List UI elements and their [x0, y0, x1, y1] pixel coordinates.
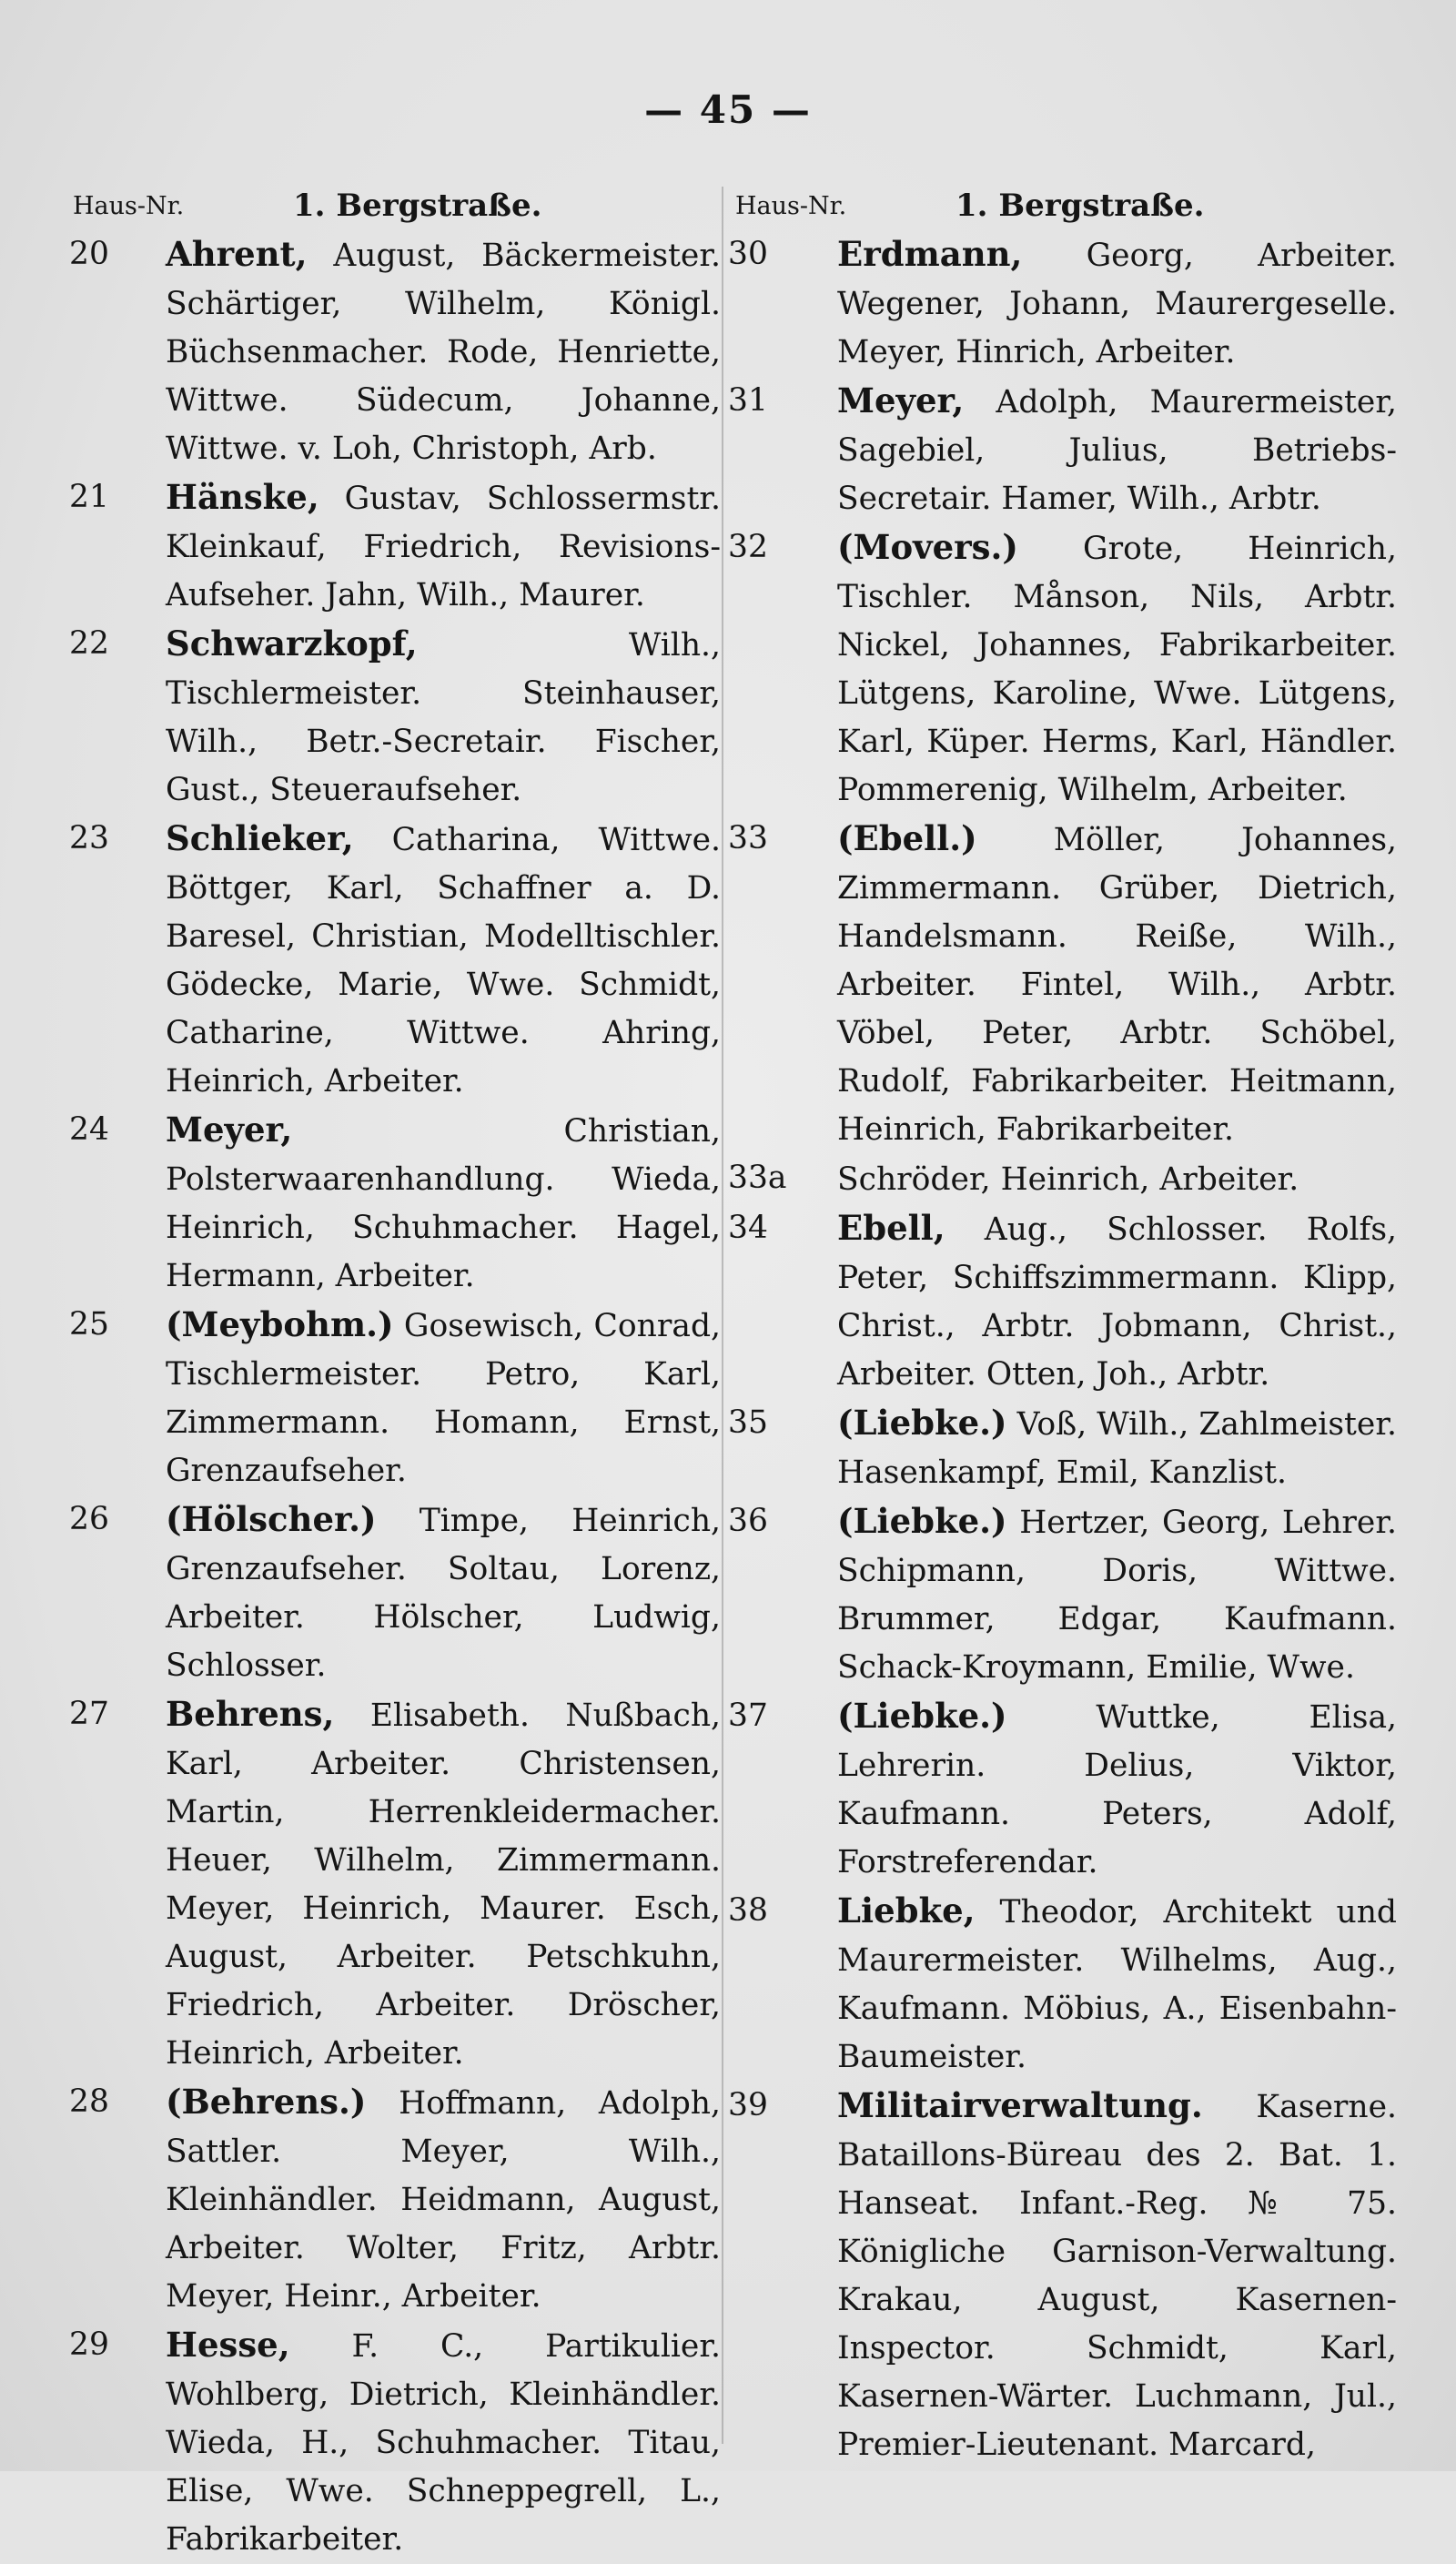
directory-entry: [728, 1154, 1397, 1204]
owner-name: Behrens,: [166, 1694, 335, 1734]
directory-entry: [728, 1497, 1397, 1692]
entry-text: Timpe, Heinrich, Grenzaufseher. Soltau, Lorenz, Arbeiter. Hölscher, Ludwig, Schlosser.: [166, 1503, 721, 1684]
house-number: 36: [728, 1503, 768, 1539]
directory-entry: [66, 473, 721, 620]
owner-name: (Behrens.): [166, 2082, 367, 2122]
entry-text: Georg, Arbeiter. Wegener, Johann, Maurergeselle. Meyer, Hinrich, Arbeiter.: [837, 238, 1397, 370]
house-number: 34: [728, 1210, 768, 1246]
entry-text: Wuttke, Elisa, Lehrerin. Delius, Viktor, Kaufmann. Peters, Adolf, Forstreferendar.: [837, 1699, 1397, 1880]
house-number: 27: [69, 1696, 109, 1732]
house-number: 38: [728, 1892, 768, 1929]
entry-text: Voß, Wilh., Zahlmeister. Hasenkampf, Emil, Kanzlist.: [837, 1406, 1397, 1491]
directory-entry: [728, 1399, 1397, 1497]
right-column-header: [728, 182, 1397, 230]
entry-text: F. C., Partikulier. Wohlberg, Dietrich, Kleinhändler. Wieda, H., Schuhmacher. Titau, Elise, Wwe. Schneppegrell, L., Fabrikarbeiter.: [166, 2328, 721, 2558]
entry-text: Wilh., Tischlermeister. Steinhauser, Wilh., Betr.-Secretair. Fischer, Gust., Steueraufseher.: [166, 627, 721, 808]
owner-name: Hesse,: [166, 2325, 290, 2365]
entry-text: August, Bäckermeister. Schärtiger, Wilhelm, Königl. Büchsenmacher. Rode, Henriette, Wittwe. Südecum, Johanne, Wittwe. v. Loh, Christoph, Arb.: [166, 238, 721, 467]
directory-entry: [66, 1106, 721, 1301]
directory-entry: [728, 523, 1397, 815]
entry-text: Adolph, Maurermeister, Sagebiel, Julius, Betriebs-Secretair. Hamer, Wilh., Arbtr.: [837, 384, 1397, 517]
owner-name: Militairverwaltung.: [837, 2085, 1203, 2125]
house-number: 37: [728, 1698, 768, 1734]
owner-name: (Liebke.): [837, 1696, 1007, 1736]
left-column-header: [66, 182, 721, 230]
entry-text: Hertzer, Georg, Lehrer. Schipmann, Doris, Wittwe. Brummer, Edgar, Kaufmann. Schack-Kroymann, Emilie, Wwe.: [837, 1505, 1397, 1686]
left-column: [66, 182, 721, 2564]
entry-text: Möller, Johannes, Zimmermann. Grüber, Dietrich, Handelsmann. Reiße, Wilh., Arbeiter. Fintel, Wilh., Arbtr. Vöbel, Peter, Arbtr. Schöbel, Rudolf, Fabrikarbeiter. Heitmann, Heinrich, Fabrikarbeiter.: [837, 822, 1397, 1148]
entry-text: Gosewisch, Conrad, Tischlermeister. Petro, Karl, Zimmermann. Homann, Ernst, Grenzaufseher.: [166, 1308, 721, 1489]
entry-text: Aug., Schlosser. Rolfs, Peter, Schiffszimmermann. Klipp, Christ., Arbtr. Jobmann, Christ., Arbeiter. Otten, Joh., Arbtr.: [837, 1211, 1397, 1393]
owner-name: Ahrent,: [166, 234, 308, 274]
directory-entry: [728, 1692, 1397, 1887]
entry-text: Christian, Polsterwaarenhandlung. Wieda, Heinrich, Schuhmacher. Hagel, Hermann, Arbeiter.: [166, 1113, 721, 1294]
house-number: 35: [728, 1404, 768, 1441]
house-number: 23: [69, 820, 109, 856]
directory-entry: [66, 815, 721, 1106]
owner-name: (Movers.): [837, 527, 1018, 567]
house-number: 32: [728, 529, 768, 565]
house-number: 22: [69, 625, 109, 662]
owner-name: (Hölscher.): [166, 1499, 377, 1539]
street-title: 1. Bergstraße.: [293, 187, 542, 224]
directory-entry: [728, 2082, 1397, 2469]
directory-entry: [66, 1301, 721, 1495]
house-number: 24: [69, 1111, 109, 1148]
directory-entry: [728, 815, 1397, 1154]
owner-name: (Liebke.): [837, 1403, 1007, 1443]
directory-entry: [66, 1495, 721, 1690]
house-number: 30: [728, 236, 768, 272]
entry-text: Catharina, Wittwe. Böttger, Karl, Schaffner a. D. Baresel, Christian, Modelltischler. Gödecke, Marie, Wwe. Schmidt, Catharine, Wittwe. Ahring, Heinrich, Arbeiter.: [166, 822, 721, 1100]
house-number: 33a: [728, 1160, 787, 1196]
entry-text: Grote, Heinrich, Tischler. Månson, Nils, Arbtr. Nickel, Johannes, Fabrikarbeiter. Lütgens, Karoline, Wwe. Lütgens, Karl, Küper. Herms, Karl, Händler. Pommerenig, Wilhelm, Arbeiter.: [837, 531, 1397, 808]
left-entries: [66, 230, 721, 2564]
owner-name: (Ebell.): [837, 818, 977, 858]
directory-entry: [66, 230, 721, 473]
directory-entry: [66, 2321, 721, 2564]
house-number: 28: [69, 2083, 109, 2120]
house-number: 29: [69, 2326, 109, 2363]
house-number: 33: [728, 820, 768, 856]
directory-entry: [728, 1887, 1397, 2082]
right-column: [728, 182, 1397, 2469]
directory-entry: [728, 1204, 1397, 1399]
entry-text: Kaserne. Bataillons-Büreau des 2. Bat. 1. Hanseat. Infant.-Reg. № 75. Königliche Garnison-Verwaltung. Krakau, August, Kasernen-Inspector. Schmidt, Karl, Kasernen-Wärter. Luchmann, Jul., Premier-Lieutenant. Marcard,: [837, 2089, 1397, 2463]
owner-name: Schwarzkopf,: [166, 623, 418, 664]
house-number: 25: [69, 1306, 109, 1343]
entry-text: Hoffmann, Adolph, Sattler. Meyer, Wilh., Kleinhändler. Heidmann, August, Arbeiter. Wolter, Fritz, Arbtr. Meyer, Heinr., Arbeiter.: [166, 2085, 721, 2315]
owner-name: Erdmann,: [837, 234, 1023, 274]
directory-entry: [66, 2078, 721, 2321]
owner-name: Meyer,: [166, 1110, 293, 1150]
house-number: 26: [69, 1501, 109, 1537]
directory-entry: [66, 1690, 721, 2078]
entry-text: Gustav, Schlossermstr. Kleinkauf, Friedrich, Revisions-Aufseher. Jahn, Wilh., Maurer.: [166, 481, 721, 613]
owner-name: Ebell,: [837, 1208, 945, 1248]
directory-entry: [728, 377, 1397, 523]
directory-entry: [66, 620, 721, 815]
haus-nr-label: Haus-Nr.: [73, 192, 185, 220]
owner-name: (Liebke.): [837, 1501, 1007, 1541]
page-number: — 45 —: [644, 87, 812, 132]
column-divider: [722, 187, 723, 2444]
house-number: 39: [728, 2087, 768, 2123]
street-title: 1. Bergstraße.: [956, 187, 1205, 224]
entry-text: Theodor, Architekt und Maurermeister. Wilhelms, Aug., Kaufmann. Möbius, A., Eisenbahn-Baumeister.: [837, 1894, 1397, 2075]
house-number: 21: [69, 479, 109, 515]
owner-name: Liebke,: [837, 1890, 976, 1931]
owner-name: Meyer,: [837, 380, 965, 421]
entry-text: Schröder, Heinrich, Arbeiter.: [837, 1161, 1299, 1198]
owner-name: Schlieker,: [166, 818, 354, 858]
entry-text: Elisabeth. Nußbach, Karl, Arbeiter. Christensen, Martin, Herrenkleidermacher. Heuer, Wilhelm, Zimmermann. Meyer, Heinrich, Maurer. Esch, August, Arbeiter. Petschkuhn, Friedrich, Arbeiter. Dröscher, Heinrich, Arbeiter.: [166, 1698, 721, 2072]
owner-name: (Meybohm.): [166, 1304, 394, 1344]
owner-name: Hänske,: [166, 477, 319, 517]
right-entries: [728, 230, 1397, 2469]
house-number: 31: [728, 382, 768, 419]
directory-entry: [728, 230, 1397, 377]
haus-nr-label: Haus-Nr.: [735, 192, 847, 220]
house-number: 20: [69, 236, 109, 272]
